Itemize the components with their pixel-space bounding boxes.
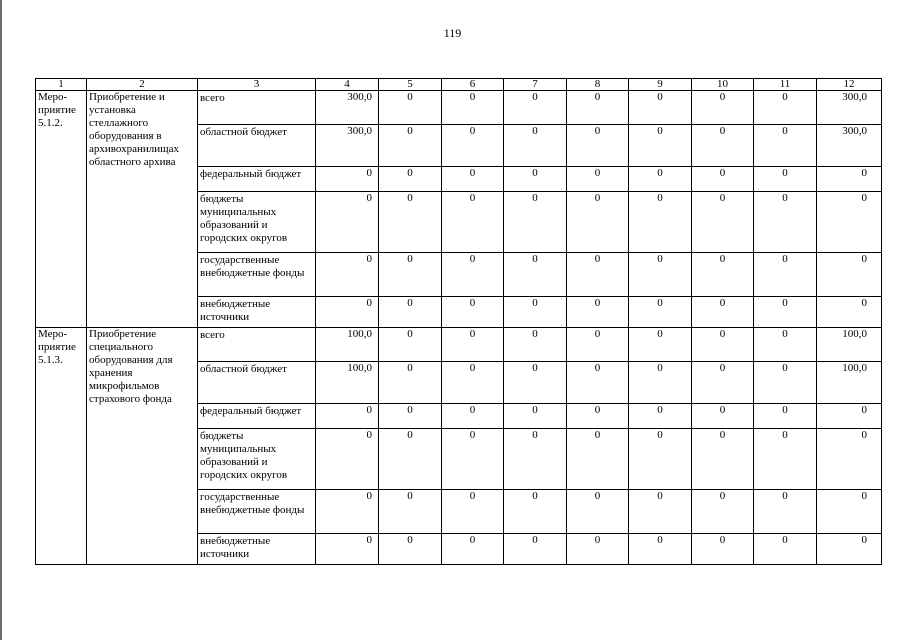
funding-source-label: федеральный бюджет bbox=[200, 405, 302, 417]
value-cell: 0 bbox=[379, 253, 442, 297]
value-cell: 0 bbox=[629, 490, 692, 534]
value-cell: 0 bbox=[817, 253, 882, 297]
value-cell: 0 bbox=[567, 429, 629, 490]
value-cell: 0 bbox=[692, 404, 754, 429]
measure-cell bbox=[36, 328, 87, 565]
scan-left-edge bbox=[0, 0, 2, 640]
header-cell: 1 bbox=[36, 79, 87, 91]
funding-source-label: бюджеты муниципальных образований и городских округов bbox=[200, 430, 288, 481]
value-cell: 0 bbox=[692, 192, 754, 253]
header-cell: 12 bbox=[817, 79, 882, 91]
value-cell: 0 bbox=[817, 429, 882, 490]
value-cell: 0 bbox=[504, 404, 567, 429]
value-cell: 100,0 bbox=[316, 328, 379, 362]
value-cell: 300,0 bbox=[316, 91, 379, 125]
value-cell: 0 bbox=[754, 167, 817, 192]
value-cell: 0 bbox=[754, 362, 817, 404]
value-cell: 0 bbox=[629, 125, 692, 167]
value-cell: 0 bbox=[504, 167, 567, 192]
value-cell: 0 bbox=[442, 429, 504, 490]
value-cell: 0 bbox=[692, 125, 754, 167]
value-cell: 0 bbox=[692, 429, 754, 490]
table-row bbox=[36, 328, 882, 362]
value-cell: 0 bbox=[504, 328, 567, 362]
value-cell: 0 bbox=[629, 253, 692, 297]
value-cell: 0 bbox=[442, 404, 504, 429]
measure-cell bbox=[36, 91, 87, 328]
value-cell: 0 bbox=[692, 490, 754, 534]
header-cell: 9 bbox=[629, 79, 692, 91]
funding-source-label: всего bbox=[200, 329, 225, 341]
value-cell: 0 bbox=[316, 534, 379, 565]
value-cell: 0 bbox=[567, 534, 629, 565]
value-cell: 0 bbox=[817, 297, 882, 328]
value-cell: 0 bbox=[817, 534, 882, 565]
value-cell: 0 bbox=[504, 362, 567, 404]
header-cell: 2 bbox=[87, 79, 198, 91]
value-cell: 0 bbox=[754, 192, 817, 253]
value-cell: 0 bbox=[629, 362, 692, 404]
value-cell: 0 bbox=[629, 534, 692, 565]
description-cell: Приобретение специального оборудования для хранения микрофильмов страхового фонда bbox=[87, 328, 198, 565]
funding-source-label: внебюджетные источники bbox=[200, 535, 271, 560]
value-cell: 0 bbox=[629, 429, 692, 490]
value-cell: 0 bbox=[442, 328, 504, 362]
measure-line: приятие bbox=[38, 341, 76, 353]
value-cell: 0 bbox=[629, 91, 692, 125]
table-row bbox=[36, 91, 882, 125]
value-cell: 0 bbox=[379, 91, 442, 125]
value-cell: 0 bbox=[442, 534, 504, 565]
funding-source-label: государственные внебюджетные фонды bbox=[200, 254, 305, 279]
measure-line: Меро- bbox=[38, 328, 68, 340]
measure-line: 5.1.2. bbox=[38, 117, 63, 129]
value-cell: 0 bbox=[817, 192, 882, 253]
value-cell: 0 bbox=[692, 91, 754, 125]
value-cell: 0 bbox=[692, 362, 754, 404]
value-cell: 0 bbox=[567, 253, 629, 297]
funding-source-label: всего bbox=[200, 92, 225, 104]
value-cell: 0 bbox=[754, 91, 817, 125]
funding-source-cell bbox=[198, 167, 316, 192]
funding-source-cell bbox=[198, 297, 316, 328]
measure-line: приятие bbox=[38, 104, 76, 116]
value-cell: 0 bbox=[567, 167, 629, 192]
value-cell: 0 bbox=[504, 297, 567, 328]
value-cell: 0 bbox=[567, 328, 629, 362]
value-cell: 0 bbox=[442, 125, 504, 167]
funding-source-cell bbox=[198, 429, 316, 490]
value-cell: 0 bbox=[379, 167, 442, 192]
value-cell: 0 bbox=[754, 328, 817, 362]
value-cell: 0 bbox=[504, 490, 567, 534]
funding-source-label: областной бюджет bbox=[200, 126, 287, 138]
value-cell: 0 bbox=[504, 125, 567, 167]
funding-source-label: государственные внебюджетные фонды bbox=[200, 491, 305, 516]
value-cell: 0 bbox=[316, 429, 379, 490]
funding-source-cell bbox=[198, 192, 316, 253]
measure-line: Меро- bbox=[38, 91, 68, 103]
value-cell: 0 bbox=[316, 490, 379, 534]
header-cell: 6 bbox=[442, 79, 504, 91]
value-cell: 0 bbox=[629, 297, 692, 328]
value-cell: 0 bbox=[504, 429, 567, 490]
value-cell: 300,0 bbox=[817, 125, 882, 167]
value-cell: 0 bbox=[629, 328, 692, 362]
measure-line: 5.1.3. bbox=[38, 354, 63, 366]
value-cell: 0 bbox=[754, 125, 817, 167]
header-cell: 8 bbox=[567, 79, 629, 91]
value-cell: 0 bbox=[379, 490, 442, 534]
value-cell: 0 bbox=[692, 534, 754, 565]
value-cell: 0 bbox=[629, 404, 692, 429]
value-cell: 0 bbox=[442, 362, 504, 404]
value-cell: 0 bbox=[692, 167, 754, 192]
value-cell: 0 bbox=[316, 167, 379, 192]
value-cell: 100,0 bbox=[316, 362, 379, 404]
value-cell: 0 bbox=[692, 253, 754, 297]
value-cell: 0 bbox=[379, 125, 442, 167]
value-cell: 0 bbox=[442, 192, 504, 253]
funding-source-cell bbox=[198, 328, 316, 362]
value-cell: 0 bbox=[379, 534, 442, 565]
value-cell: 0 bbox=[567, 404, 629, 429]
value-cell: 0 bbox=[379, 404, 442, 429]
funding-source-cell bbox=[198, 362, 316, 404]
funding-source-label: федеральный бюджет bbox=[200, 168, 302, 180]
value-cell: 0 bbox=[504, 192, 567, 253]
value-cell: 0 bbox=[379, 328, 442, 362]
value-cell: 0 bbox=[504, 253, 567, 297]
description-cell: Приобретение и установка стеллажного оборудования в архивохранилищах областного архива bbox=[87, 91, 198, 328]
value-cell: 0 bbox=[442, 167, 504, 192]
value-cell: 0 bbox=[316, 192, 379, 253]
value-cell: 0 bbox=[817, 490, 882, 534]
value-cell: 0 bbox=[754, 534, 817, 565]
value-cell: 0 bbox=[567, 91, 629, 125]
value-cell: 0 bbox=[629, 192, 692, 253]
funding-source-cell bbox=[198, 91, 316, 125]
value-cell: 0 bbox=[817, 404, 882, 429]
value-cell: 0 bbox=[379, 429, 442, 490]
value-cell: 0 bbox=[567, 125, 629, 167]
value-cell: 0 bbox=[754, 429, 817, 490]
page-number: 119 bbox=[443, 26, 462, 40]
value-cell: 100,0 bbox=[817, 362, 882, 404]
table-body bbox=[36, 79, 882, 565]
header-cell: 10 bbox=[692, 79, 754, 91]
header-cell: 11 bbox=[754, 79, 817, 91]
value-cell: 300,0 bbox=[316, 125, 379, 167]
value-cell: 0 bbox=[442, 490, 504, 534]
value-cell: 0 bbox=[442, 297, 504, 328]
value-cell: 0 bbox=[442, 253, 504, 297]
value-cell: 0 bbox=[379, 192, 442, 253]
funding-source-label: областной бюджет bbox=[200, 363, 287, 375]
value-cell: 0 bbox=[316, 253, 379, 297]
header-cell: 7 bbox=[504, 79, 567, 91]
value-cell: 0 bbox=[504, 534, 567, 565]
value-cell: 0 bbox=[379, 362, 442, 404]
funding-source-cell bbox=[198, 490, 316, 534]
value-cell: 0 bbox=[567, 490, 629, 534]
value-cell: 0 bbox=[629, 167, 692, 192]
funding-source-cell bbox=[198, 534, 316, 565]
value-cell: 0 bbox=[567, 362, 629, 404]
value-cell: 0 bbox=[504, 91, 567, 125]
funding-source-cell bbox=[198, 253, 316, 297]
funding-source-label: внебюджетные источники bbox=[200, 298, 271, 323]
header-row bbox=[36, 79, 882, 91]
value-cell: 0 bbox=[692, 297, 754, 328]
funding-source-label: бюджеты муниципальных образований и городских округов bbox=[200, 193, 288, 244]
value-cell: 300,0 bbox=[817, 91, 882, 125]
value-cell: 100,0 bbox=[817, 328, 882, 362]
header-cell: 4 bbox=[316, 79, 379, 91]
value-cell: 0 bbox=[316, 297, 379, 328]
value-cell: 0 bbox=[379, 297, 442, 328]
value-cell: 0 bbox=[692, 328, 754, 362]
value-cell: 0 bbox=[754, 253, 817, 297]
value-cell: 0 bbox=[754, 297, 817, 328]
value-cell: 0 bbox=[817, 167, 882, 192]
header-cell: 5 bbox=[379, 79, 442, 91]
value-cell: 0 bbox=[567, 297, 629, 328]
funding-source-cell bbox=[198, 125, 316, 167]
value-cell: 0 bbox=[316, 404, 379, 429]
budget-table bbox=[35, 78, 882, 565]
funding-source-cell bbox=[198, 404, 316, 429]
header-cell: 3 bbox=[198, 79, 316, 91]
value-cell: 0 bbox=[754, 404, 817, 429]
value-cell: 0 bbox=[567, 192, 629, 253]
value-cell: 0 bbox=[754, 490, 817, 534]
value-cell: 0 bbox=[442, 91, 504, 125]
